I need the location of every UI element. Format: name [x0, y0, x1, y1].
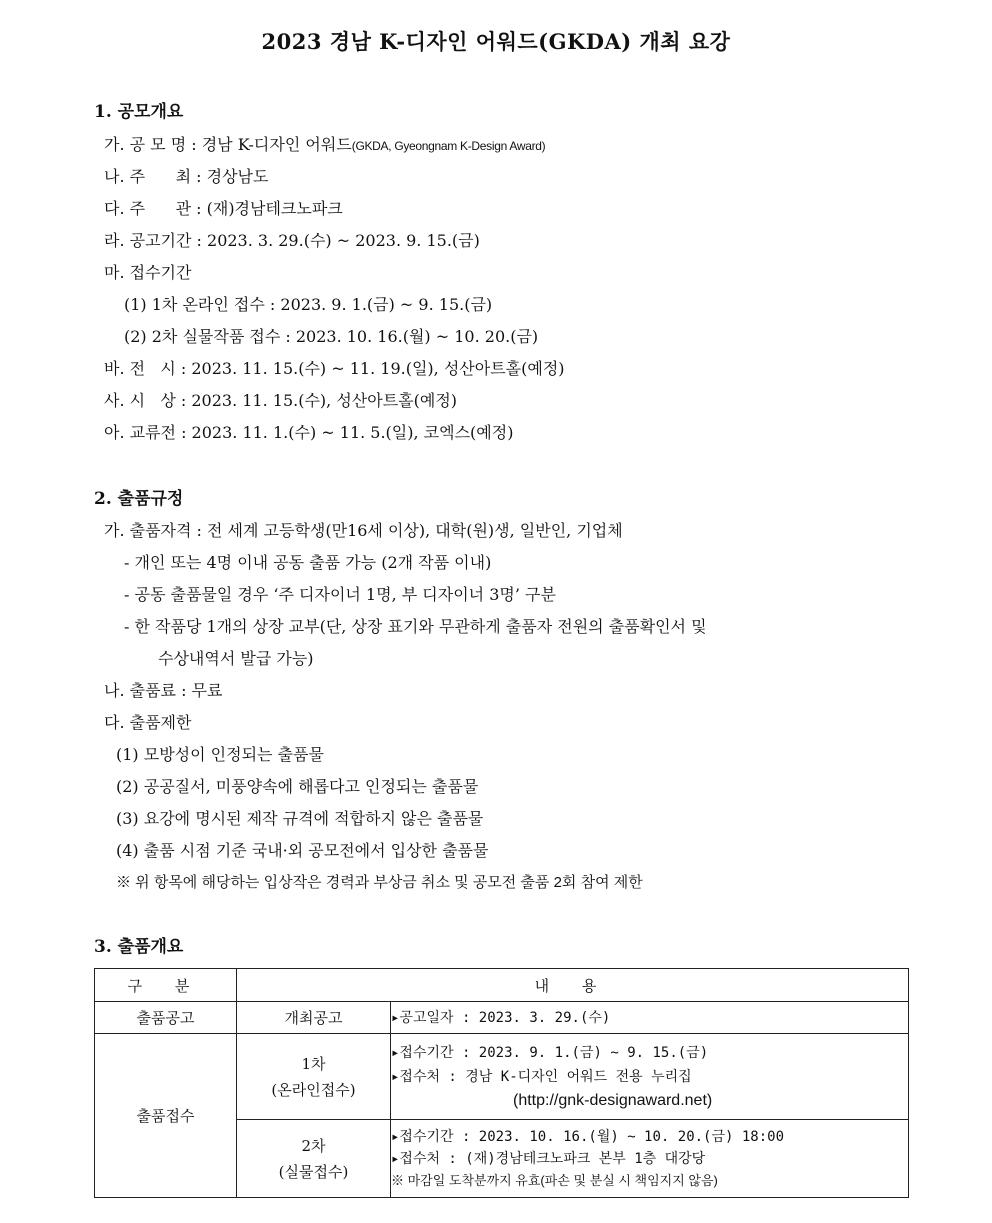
notice-period: 라. 공고기간 : 2023. 3. 29.(수) ~ 2023. 9. 15.(금) — [104, 231, 480, 250]
exhibition: 바. 전 시 : 2023. 11. 15.(수) ~ 11. 19.(일), 성산아트홀(예정) — [104, 359, 565, 378]
content-line: ▸접수처 : 경남 K-디자인 어워드 전용 누리집 — [391, 1068, 692, 1085]
rule-item: - 개인 또는 4명 이내 공동 출품 가능 (2개 작품 이내) — [124, 553, 492, 572]
round-label: 2차 — [301, 1136, 326, 1155]
round-type: (실물접수) — [278, 1162, 349, 1181]
row-category: 출품접수 — [95, 1034, 237, 1198]
contest-name — [104, 134, 545, 157]
content-line: ▸접수기간 : 2023. 10. 16.(월) ~ 10. 20.(금) 18:00 — [391, 1128, 785, 1145]
content-line: ▸접수기간 : 2023. 9. 1.(금) ~ 9. 15.(금) — [391, 1044, 709, 1061]
organizer: 다. 주 관 : (재)경남테크노파크 — [104, 199, 343, 218]
row-content: ▸공고일자 : 2023. 3. 29.(수) — [391, 1002, 909, 1034]
rule-item: - 공동 출품물일 경우 ‘주 디자이너 1명, 부 디자이너 3명’ 구분 — [124, 585, 556, 604]
row-content — [391, 1034, 909, 1120]
eligibility: 가. 출품자격 : 전 세계 고등학생(만16세 이상), 대학(원)생, 일반인, 기업체 — [104, 521, 623, 540]
submission-round1: (1) 1차 온라인 접수 : 2023. 9. 1.(금) ~ 9. 15.(금) — [124, 295, 493, 314]
table-row — [95, 1002, 909, 1034]
contest-name-en: (GKDA, Gyeongnam K-Design Award) — [351, 139, 546, 153]
round-label: 1차 — [301, 1054, 326, 1073]
header-content: 내 용 — [237, 969, 909, 1002]
section1-heading: 1. 공모개요 — [94, 102, 184, 122]
row-content — [391, 1120, 909, 1198]
content-line: ▸접수처 : (재)경남테크노파크 본부 1층 대강당 — [391, 1150, 706, 1167]
content-note: ※ 마감일 도착분까지 유효(파손 및 분실 시 책임지지 않음) — [391, 1172, 718, 1188]
host: 나. 주 최 : 경상남도 — [104, 167, 269, 186]
section3-heading: 3. 출품개요 — [94, 937, 184, 957]
awards: 사. 시 상 : 2023. 11. 15.(수), 성산아트홀(예정) — [104, 391, 458, 410]
restriction-item: (3) 요강에 명시된 제작 규격에 적합하지 않은 출품물 — [116, 809, 484, 828]
overview-table — [94, 968, 909, 1198]
restriction-note: ※ 위 항목에 해당하는 입상작은 경력과 부상금 취소 및 공모전 출품 2회 참여 제한 — [116, 874, 643, 891]
restriction-item: (4) 출품 시점 기준 국내·외 공모전에서 입상한 출품물 — [116, 841, 489, 860]
row-subcategory — [237, 1120, 391, 1198]
submission-period: 마. 접수기간 — [104, 263, 192, 282]
row-category: 출품공고 — [95, 1002, 237, 1034]
rule-item: - 한 작품당 1개의 상장 교부(단, 상장 표기와 무관하게 출품자 전원의 출품확인서 및 — [124, 617, 707, 636]
submission-round2: (2) 2차 실물작품 접수 : 2023. 10. 16.(월) ~ 10. 20.(금) — [124, 327, 539, 346]
round-type: (온라인접수) — [271, 1080, 356, 1099]
entry-fee: 나. 출품료 : 무료 — [104, 681, 223, 700]
row-subcategory: 개최공고 — [237, 1002, 391, 1034]
contest-name-label: 가. 공 모 명 : 경남 K-디자인 어워드 — [104, 135, 352, 154]
table-row — [95, 1034, 909, 1120]
document-title: 2023 경남 K-디자인 어워드(GKDA) 개최 요강 — [261, 29, 731, 54]
restriction-heading: 다. 출품제한 — [104, 713, 192, 732]
restriction-item: (1) 모방성이 인정되는 출품물 — [116, 745, 324, 764]
exchange-exhibition: 아. 교류전 : 2023. 11. 1.(수) ~ 11. 5.(일), 코엑스(예정) — [104, 423, 514, 442]
header-category: 구 분 — [95, 969, 237, 1002]
row-subcategory — [237, 1034, 391, 1120]
table-header-row — [95, 969, 909, 1002]
website-url: (http://gnk-designaward.net) — [513, 1091, 713, 1109]
rule-item-continued: 수상내역서 발급 가능) — [158, 649, 314, 668]
section2-heading: 2. 출품규정 — [94, 489, 184, 509]
restriction-item: (2) 공공질서, 미풍양속에 해롭다고 인정되는 출품물 — [116, 777, 479, 796]
